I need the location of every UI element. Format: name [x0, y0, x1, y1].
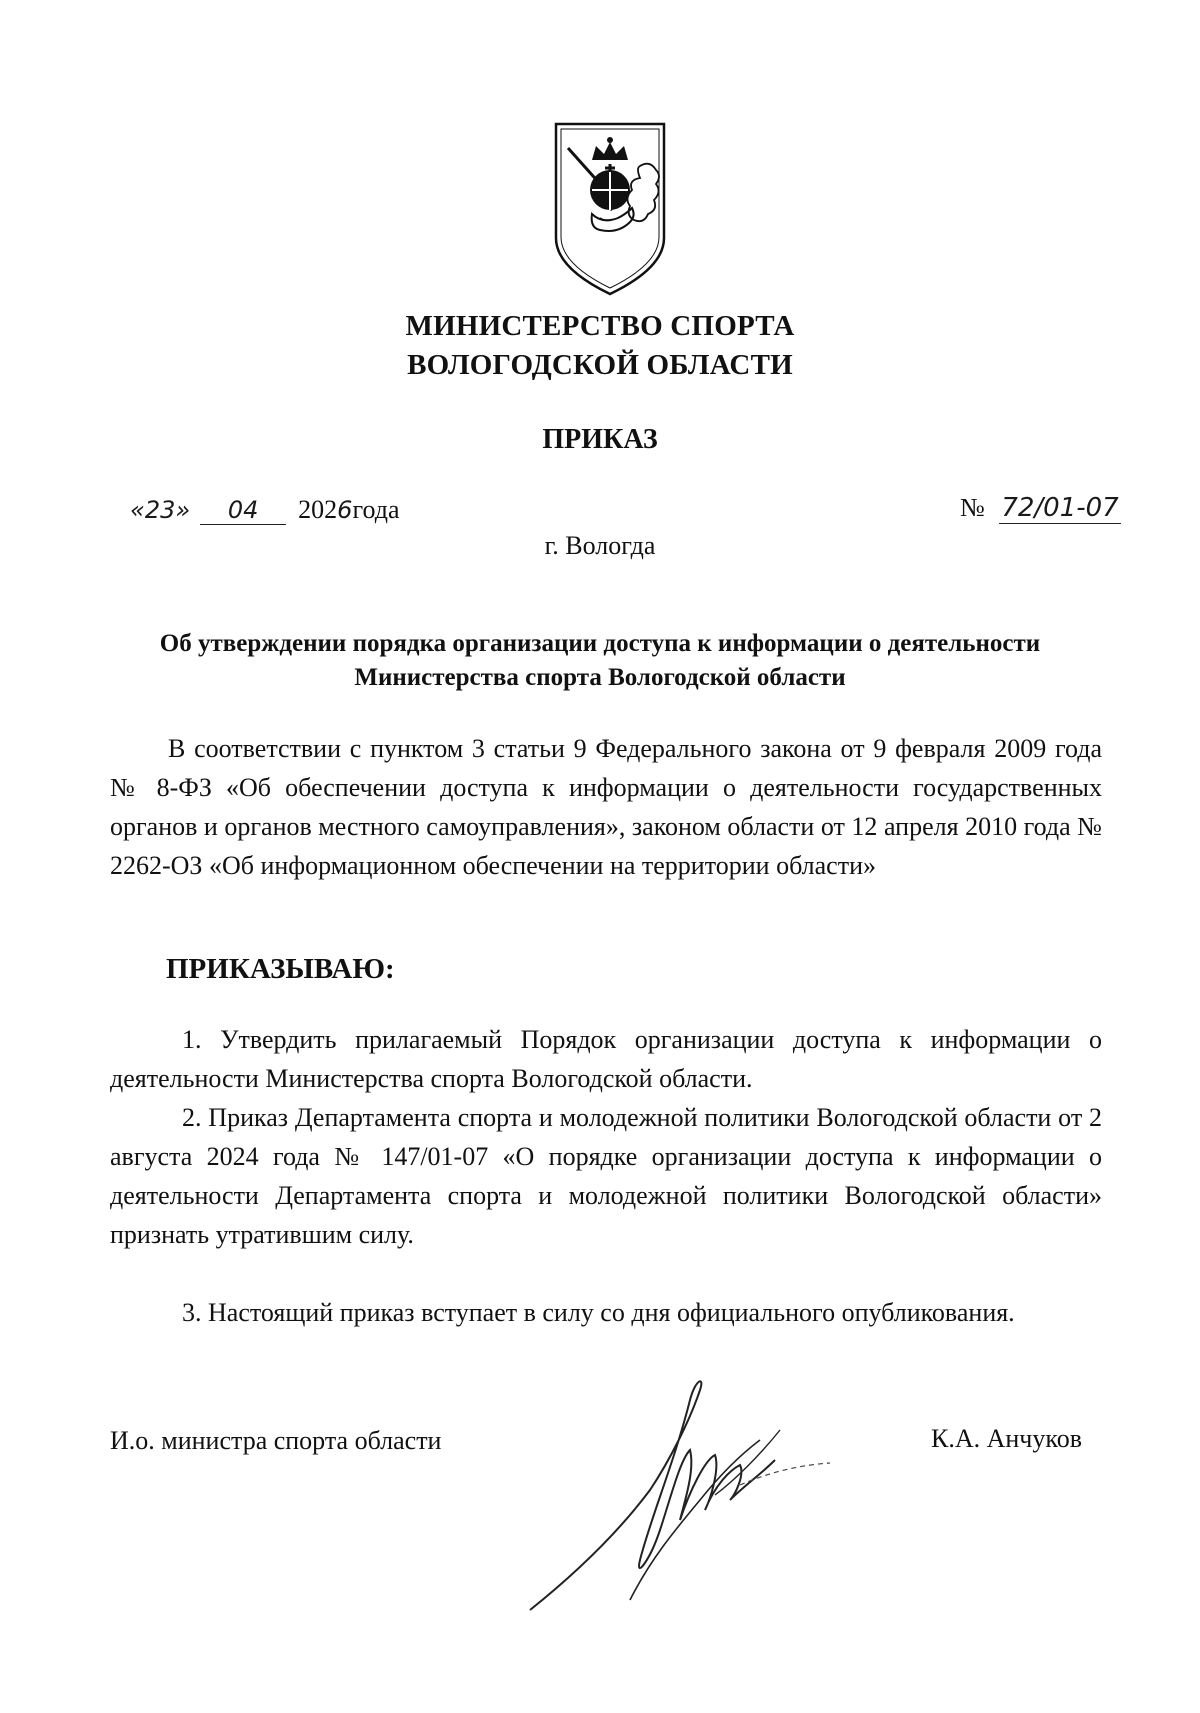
signatory-role: И.о. министра спорта области: [110, 1426, 442, 1455]
date-day: «23»: [130, 496, 191, 524]
organization-name-line2: ВОЛОГОДСКОЙ ОБЛАСТИ: [407, 349, 793, 381]
order-word: ПРИКАЗЫВАЮ:: [166, 953, 395, 985]
order-item-1: 1. Утвердить прилагаемый Порядок организации доступа к информации о деятельности Министерства спорта Вологодской области.: [110, 1025, 1102, 1093]
organization-name-line1: МИНИСТЕРСТВО СПОРТА: [405, 310, 795, 342]
date-year-suffix: года: [352, 495, 400, 524]
signature-icon: [500, 1360, 890, 1650]
date-month: 04: [200, 496, 286, 525]
order-item-2: 2. Приказ Департамента спорта и молодежной политики Вологодской области от 2 августа 2024 года № 147/01-07 «О порядке организации доступа к информации о деятельности Департамента спорта и молодежной политики Вологодской области» признать утратившим силу.: [110, 1103, 1102, 1249]
document-title-line1: Об утверждении порядка организации доступа к информации о деятельности: [159, 630, 1041, 657]
document-title-line2: Министерства спорта Вологодской области: [354, 664, 846, 691]
city: г. Вологда: [544, 531, 656, 560]
number-label: №: [960, 493, 985, 522]
number-value: 72/01-07: [1001, 493, 1119, 523]
date-year-printed: 202: [298, 495, 338, 524]
document-type: ПРИКАЗ: [542, 424, 658, 455]
document-number: [960, 493, 1121, 523]
date-year-handwritten: 6: [337, 496, 353, 524]
order-item-3: 3. Настоящий приказ вступает в силу со дня официального опубликования.: [182, 1298, 1015, 1327]
preamble-paragraph: В соответствии с пунктом 3 статьи 9 Федерального закона от 9 февраля 2009 года № 8-ФЗ «Об обеспечении доступа к информации о деятельности государственных органов и органов местного самоуправления», законом области от 12 апреля 2010 года № 2262-ОЗ «Об информационном обеспечении на территории области»: [110, 734, 1102, 880]
document-date: [130, 495, 400, 525]
signatory-name: К.А. Анчуков: [931, 1424, 1082, 1453]
coat-of-arms-icon: [548, 118, 672, 298]
